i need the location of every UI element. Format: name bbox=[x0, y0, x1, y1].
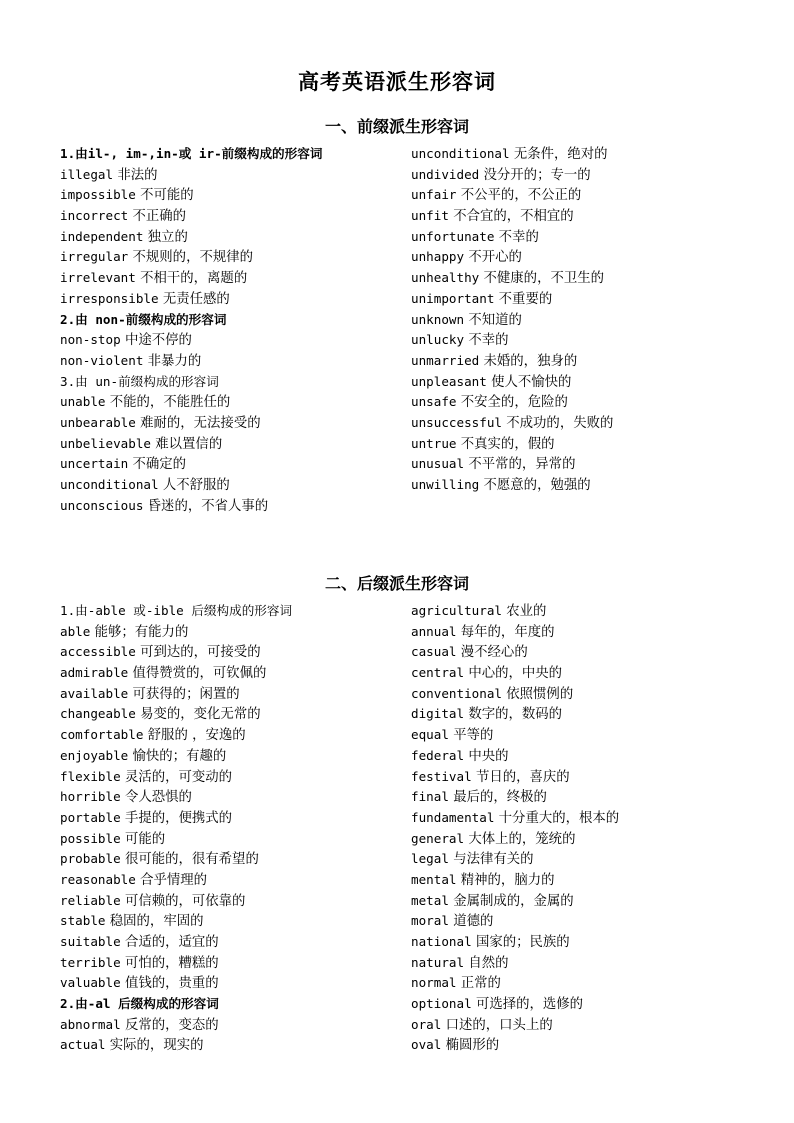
vocab-entry bbox=[60, 475, 322, 496]
vocab-word: portable bbox=[60, 809, 121, 825]
vocab-word: unknown bbox=[411, 311, 465, 327]
vocab-entry bbox=[60, 1035, 292, 1056]
vocab-entry bbox=[60, 932, 292, 953]
vocab-meaning: 人不舒服的 bbox=[162, 478, 230, 493]
vocab-entry bbox=[411, 911, 619, 932]
vocab-word: casual bbox=[411, 644, 457, 660]
vocab-word: natural bbox=[411, 954, 465, 970]
vocab-word: final bbox=[411, 789, 449, 805]
vocab-meaning: 金属制成的，金属的 bbox=[453, 893, 574, 909]
vocab-meaning: 值钱的，贵重的 bbox=[124, 976, 219, 992]
vocab-word: incorrect bbox=[60, 208, 129, 224]
vocab-meaning: 农业的 bbox=[506, 604, 547, 619]
vocab-meaning: 精神的，脑力的 bbox=[460, 872, 555, 888]
vocab-meaning: 数字的，数码的 bbox=[468, 707, 563, 723]
vocab-meaning: 实际的，现实的 bbox=[109, 1038, 204, 1054]
vocab-entry bbox=[411, 227, 613, 248]
vocab-word: independent bbox=[60, 228, 144, 244]
vocab-word: festival bbox=[411, 768, 472, 784]
vocab-entry bbox=[411, 704, 619, 725]
vocab-meaning: 独立的 bbox=[147, 229, 188, 245]
vocab-word: valuable bbox=[60, 975, 121, 991]
vocab-entry bbox=[60, 767, 292, 788]
vocab-entry bbox=[411, 1015, 619, 1036]
vocab-meaning: 愉快的；有趣的 bbox=[132, 748, 227, 764]
vocab-word: unhealthy bbox=[411, 270, 480, 286]
vocab-meaning: 可到达的，可接受的 bbox=[140, 645, 261, 661]
vocab-meaning: 灵活的，可变动的 bbox=[124, 769, 233, 785]
vocab-meaning: 不安全的，危险的 bbox=[460, 395, 568, 411]
vocab-entry bbox=[60, 185, 322, 206]
vocab-entry bbox=[411, 310, 613, 331]
vocab-word: unimportant bbox=[411, 290, 495, 306]
vocab-meaning: 非法的 bbox=[117, 167, 158, 183]
vocab-entry bbox=[60, 725, 292, 746]
vocab-entry bbox=[411, 454, 613, 475]
vocab-word: reasonable bbox=[60, 871, 136, 887]
vocab-meaning: 不规则的，不规律的 bbox=[132, 250, 254, 266]
vocab-entry bbox=[411, 642, 619, 663]
vocab-entry bbox=[411, 973, 619, 994]
vocab-word: unhappy bbox=[411, 249, 465, 265]
vocab-entry bbox=[411, 663, 619, 684]
vocab-word: unwilling bbox=[411, 477, 480, 492]
vocab-entry bbox=[411, 870, 619, 891]
vocab-word: horrible bbox=[60, 789, 121, 805]
vocab-meaning: 手提的，便携式的 bbox=[124, 810, 233, 826]
vocab-word: unconditional bbox=[411, 146, 510, 161]
vocab-entry bbox=[60, 622, 292, 643]
vocab-word: unsafe bbox=[411, 394, 457, 410]
vocab-meaning: 不愿意的，勉强的 bbox=[483, 478, 591, 493]
vocab-entry bbox=[411, 601, 619, 622]
vocab-word: unpleasant bbox=[411, 373, 487, 389]
vocab-meaning: 不平常的，异常的 bbox=[468, 457, 576, 473]
vocab-meaning: 漫不经心的 bbox=[460, 645, 528, 661]
vocab-meaning: 不能的，不能胜任的 bbox=[109, 395, 231, 411]
vocab-entry bbox=[411, 1035, 619, 1056]
vocab-entry bbox=[411, 165, 613, 186]
vocab-word: unconditional bbox=[60, 477, 159, 492]
vocab-meaning: 合乎情理的 bbox=[140, 872, 208, 888]
vocab-entry bbox=[411, 622, 619, 643]
vocab-word: irresponsible bbox=[60, 290, 159, 306]
vocab-word: unfortunate bbox=[411, 228, 495, 244]
vocab-word: unlucky bbox=[411, 332, 465, 348]
vocab-meaning: 反常的，变态的 bbox=[124, 1017, 219, 1033]
vocab-word: digital bbox=[411, 706, 465, 722]
vocab-meaning: 道德的 bbox=[453, 914, 494, 930]
vocab-entry bbox=[411, 268, 613, 289]
vocab-word: fundamental bbox=[411, 809, 495, 825]
vocab-meaning: 不真实的，假的 bbox=[460, 436, 555, 452]
vocab-word: changeable bbox=[60, 706, 136, 722]
vocab-word: reliable bbox=[60, 892, 121, 908]
subsection-heading bbox=[60, 144, 322, 165]
vocab-entry bbox=[60, 973, 292, 994]
vocab-word: normal bbox=[411, 975, 457, 991]
suffix-list-left bbox=[60, 601, 292, 1056]
vocab-meaning: 不重要的 bbox=[498, 291, 553, 307]
vocab-word: unbearable bbox=[60, 414, 136, 430]
vocab-meaning: 平等的 bbox=[453, 728, 494, 744]
vocab-meaning: 不相干的，离题的 bbox=[140, 271, 248, 287]
vocab-meaning: 可获得的；闲置的 bbox=[132, 686, 240, 702]
vocab-meaning: 值得赞赏的，可钦佩的 bbox=[132, 666, 267, 682]
vocab-meaning: 不确定的 bbox=[132, 457, 187, 473]
vocab-meaning: 可选择的，选修的 bbox=[475, 997, 584, 1013]
vocab-word: abnormal bbox=[60, 1016, 121, 1032]
vocab-word: comfortable bbox=[60, 727, 144, 743]
vocab-word: uncertain bbox=[60, 456, 129, 472]
vocab-meaning: 易变的，变化无常的 bbox=[140, 707, 261, 723]
vocab-meaning: 不健康的，不卫生的 bbox=[483, 271, 605, 287]
prefix-list-left bbox=[60, 144, 322, 516]
vocab-word: able bbox=[60, 623, 91, 639]
subsection-heading bbox=[60, 601, 292, 622]
vocab-meaning: 稳固的，牢固的 bbox=[109, 914, 204, 930]
vocab-meaning: 十分重大的，根本的 bbox=[498, 810, 620, 826]
vocab-word: national bbox=[411, 934, 472, 949]
vocab-word: conventional bbox=[411, 685, 502, 701]
vocab-word: unusual bbox=[411, 456, 465, 472]
vocab-word: stable bbox=[60, 913, 106, 929]
subsection-heading-text: 2.由 non-前缀构成的形容词 bbox=[60, 311, 227, 327]
vocab-meaning: 不正确的 bbox=[132, 209, 187, 225]
vocab-word: possible bbox=[60, 830, 121, 846]
vocab-entry bbox=[60, 870, 292, 891]
vocab-entry bbox=[60, 746, 292, 767]
subsection-heading-text: 3.由 un-前缀构成的形容词 bbox=[60, 373, 219, 389]
vocab-entry bbox=[411, 372, 613, 393]
vocab-entry bbox=[411, 725, 619, 746]
vocab-entry bbox=[411, 891, 619, 912]
vocab-meaning: 未婚的，独身的 bbox=[483, 353, 578, 369]
vocab-word: moral bbox=[411, 913, 449, 929]
vocab-meaning: 与法律有关的 bbox=[453, 852, 534, 868]
vocab-word: unfair bbox=[411, 187, 457, 203]
vocab-word: probable bbox=[60, 851, 121, 867]
vocab-word: impossible bbox=[60, 187, 136, 203]
vocab-entry bbox=[411, 413, 613, 434]
vocab-meaning: 自然的 bbox=[468, 955, 509, 971]
vocab-word: undivided bbox=[411, 166, 480, 182]
vocab-entry bbox=[411, 392, 613, 413]
vocab-word: metal bbox=[411, 892, 449, 908]
subsection-heading bbox=[60, 994, 292, 1015]
vocab-meaning: 每年的，年度的 bbox=[460, 624, 555, 640]
vocab-meaning: 不幸的 bbox=[468, 333, 509, 349]
vocab-word: unfit bbox=[411, 208, 449, 224]
vocab-word: unsuccessful bbox=[411, 414, 502, 430]
vocab-meaning: 难耐的，无法接受的 bbox=[140, 415, 261, 431]
vocab-meaning: 可能的 bbox=[124, 831, 166, 847]
vocab-entry bbox=[411, 330, 613, 351]
subsection-heading-text: 1.由-able 或-ible 后缀构成的形容词 bbox=[60, 603, 293, 618]
vocab-word: agricultural bbox=[411, 603, 502, 618]
section-heading-suffix: 二、后缀派生形容词 bbox=[324, 574, 469, 593]
vocab-entry bbox=[60, 663, 292, 684]
vocab-word: mental bbox=[411, 871, 457, 887]
vocab-entry bbox=[411, 953, 619, 974]
vocab-word: general bbox=[411, 830, 465, 846]
vocab-entry bbox=[411, 185, 613, 206]
vocab-entry bbox=[411, 434, 613, 455]
vocab-entry bbox=[60, 247, 322, 268]
vocab-entry bbox=[60, 704, 292, 725]
subsection-heading-text: 1.由il-, im-,in-或 ir-前缀构成的形容词 bbox=[60, 146, 323, 161]
vocab-meaning: 国家的；民族的 bbox=[475, 935, 570, 950]
vocab-meaning: 不幸的 bbox=[498, 229, 539, 245]
vocab-entry bbox=[411, 787, 619, 808]
vocab-entry bbox=[60, 891, 292, 912]
vocab-meaning: 可信赖的，可依靠的 bbox=[124, 893, 246, 909]
vocab-meaning: 不公平的，不公正的 bbox=[460, 188, 582, 204]
vocab-entry bbox=[60, 829, 292, 850]
vocab-word: irrelevant bbox=[60, 270, 136, 286]
vocab-word: unconscious bbox=[60, 497, 144, 513]
vocab-entry bbox=[60, 434, 322, 455]
vocab-meaning: 非暴力的 bbox=[147, 353, 202, 369]
vocab-meaning: 正常的 bbox=[460, 976, 501, 992]
vocab-entry bbox=[411, 289, 613, 310]
vocab-entry bbox=[60, 684, 292, 705]
vocab-word: available bbox=[60, 685, 129, 701]
vocab-word: illegal bbox=[60, 166, 114, 182]
vocab-entry bbox=[411, 684, 619, 705]
subsection-heading bbox=[60, 372, 322, 393]
vocab-meaning: 不知道的 bbox=[468, 312, 522, 328]
vocab-meaning: 不成功的，失败的 bbox=[506, 415, 614, 431]
vocab-word: optional bbox=[411, 996, 472, 1012]
vocab-meaning: 不可能的 bbox=[140, 188, 194, 204]
vocab-meaning: 不合宜的，不相宜的 bbox=[453, 209, 574, 225]
vocab-entry bbox=[60, 849, 292, 870]
vocab-word: unbelievable bbox=[60, 435, 151, 451]
vocab-word: untrue bbox=[411, 435, 457, 451]
vocab-entry bbox=[60, 289, 322, 310]
vocab-meaning: 无责任感的 bbox=[162, 291, 230, 307]
vocab-entry bbox=[411, 932, 619, 953]
vocab-meaning: 口述的，口头上的 bbox=[445, 1017, 553, 1033]
vocab-entry bbox=[60, 351, 322, 372]
vocab-entry bbox=[60, 227, 322, 248]
vocab-entry bbox=[60, 392, 322, 413]
vocab-meaning: 难以置信的 bbox=[155, 436, 223, 452]
vocab-entry bbox=[60, 642, 292, 663]
vocab-entry bbox=[411, 767, 619, 788]
vocab-entry bbox=[411, 994, 619, 1015]
vocab-entry bbox=[411, 144, 613, 165]
page-title: 高考英语派生形容词 bbox=[298, 70, 496, 94]
vocab-entry bbox=[411, 849, 619, 870]
vocab-word: legal bbox=[411, 851, 449, 867]
vocab-word: flexible bbox=[60, 768, 121, 784]
vocab-entry bbox=[411, 475, 613, 496]
subsection-heading-text: 2.由-al 后缀构成的形容词 bbox=[60, 996, 219, 1012]
vocab-word: oral bbox=[411, 1016, 442, 1032]
vocab-entry bbox=[60, 911, 292, 932]
vocab-entry bbox=[411, 206, 613, 227]
vocab-entry bbox=[411, 351, 613, 372]
vocab-meaning: 没分开的；专一的 bbox=[483, 167, 591, 183]
vocab-word: non-violent bbox=[60, 352, 144, 368]
vocab-entry bbox=[60, 787, 292, 808]
vocab-entry bbox=[60, 454, 322, 475]
vocab-meaning: 最后的，终极的 bbox=[453, 790, 547, 806]
vocab-word: unmarried bbox=[411, 352, 480, 368]
vocab-word: non-stop bbox=[60, 332, 121, 348]
vocab-meaning: 舒服的 ，安逸的 bbox=[147, 728, 246, 744]
vocab-word: oval bbox=[411, 1037, 442, 1053]
vocab-entry bbox=[411, 808, 619, 829]
vocab-meaning: 无条件，绝对的 bbox=[513, 147, 608, 162]
vocab-meaning: 很可能的，很有希望的 bbox=[124, 852, 259, 868]
section-heading-prefix: 一、前缀派生形容词 bbox=[324, 117, 469, 136]
vocab-entry bbox=[60, 413, 322, 434]
vocab-meaning: 能够；有能力的 bbox=[94, 624, 189, 640]
prefix-list-right bbox=[411, 144, 613, 496]
vocab-entry bbox=[60, 268, 322, 289]
vocab-meaning: 椭圆形的 bbox=[445, 1038, 500, 1054]
vocab-meaning: 使人不愉快的 bbox=[491, 374, 572, 390]
vocab-word: suitable bbox=[60, 934, 121, 949]
vocab-entry bbox=[60, 206, 322, 227]
vocab-entry bbox=[60, 953, 292, 974]
vocab-word: equal bbox=[411, 727, 449, 743]
suffix-list-right bbox=[411, 601, 619, 1056]
vocab-entry bbox=[60, 330, 322, 351]
vocab-word: unable bbox=[60, 394, 106, 410]
vocab-meaning: 依照惯例的 bbox=[506, 686, 574, 702]
vocab-entry bbox=[411, 746, 619, 767]
vocab-meaning: 昏迷的，不省人事的 bbox=[147, 498, 269, 514]
vocab-word: federal bbox=[411, 747, 465, 763]
vocab-meaning: 合适的，适宜的 bbox=[124, 935, 219, 950]
vocab-word: irregular bbox=[60, 249, 129, 265]
vocab-meaning: 中心的，中央的 bbox=[468, 666, 563, 682]
vocab-word: accessible bbox=[60, 644, 136, 660]
vocab-meaning: 可怕的，糟糕的 bbox=[124, 955, 219, 971]
vocab-meaning: 大体上的，笼统的 bbox=[468, 831, 576, 847]
vocab-word: admirable bbox=[60, 665, 129, 681]
vocab-meaning: 节日的，喜庆的 bbox=[475, 769, 570, 785]
vocab-word: actual bbox=[60, 1037, 106, 1053]
vocab-entry bbox=[60, 165, 322, 186]
vocab-entry bbox=[60, 808, 292, 829]
vocab-meaning: 中途不停的 bbox=[124, 333, 192, 349]
vocab-word: terrible bbox=[60, 954, 121, 970]
vocab-word: annual bbox=[411, 623, 457, 639]
subsection-heading bbox=[60, 310, 322, 331]
vocab-meaning: 不开心的 bbox=[468, 250, 522, 266]
vocab-entry bbox=[411, 247, 613, 268]
vocab-entry bbox=[411, 829, 619, 850]
vocab-meaning: 令人恐惧的 bbox=[124, 790, 192, 806]
vocab-word: central bbox=[411, 665, 465, 681]
vocab-entry bbox=[60, 1015, 292, 1036]
vocab-entry bbox=[60, 496, 322, 517]
vocab-word: enjoyable bbox=[60, 747, 129, 763]
vocab-meaning: 中央的 bbox=[468, 748, 509, 764]
